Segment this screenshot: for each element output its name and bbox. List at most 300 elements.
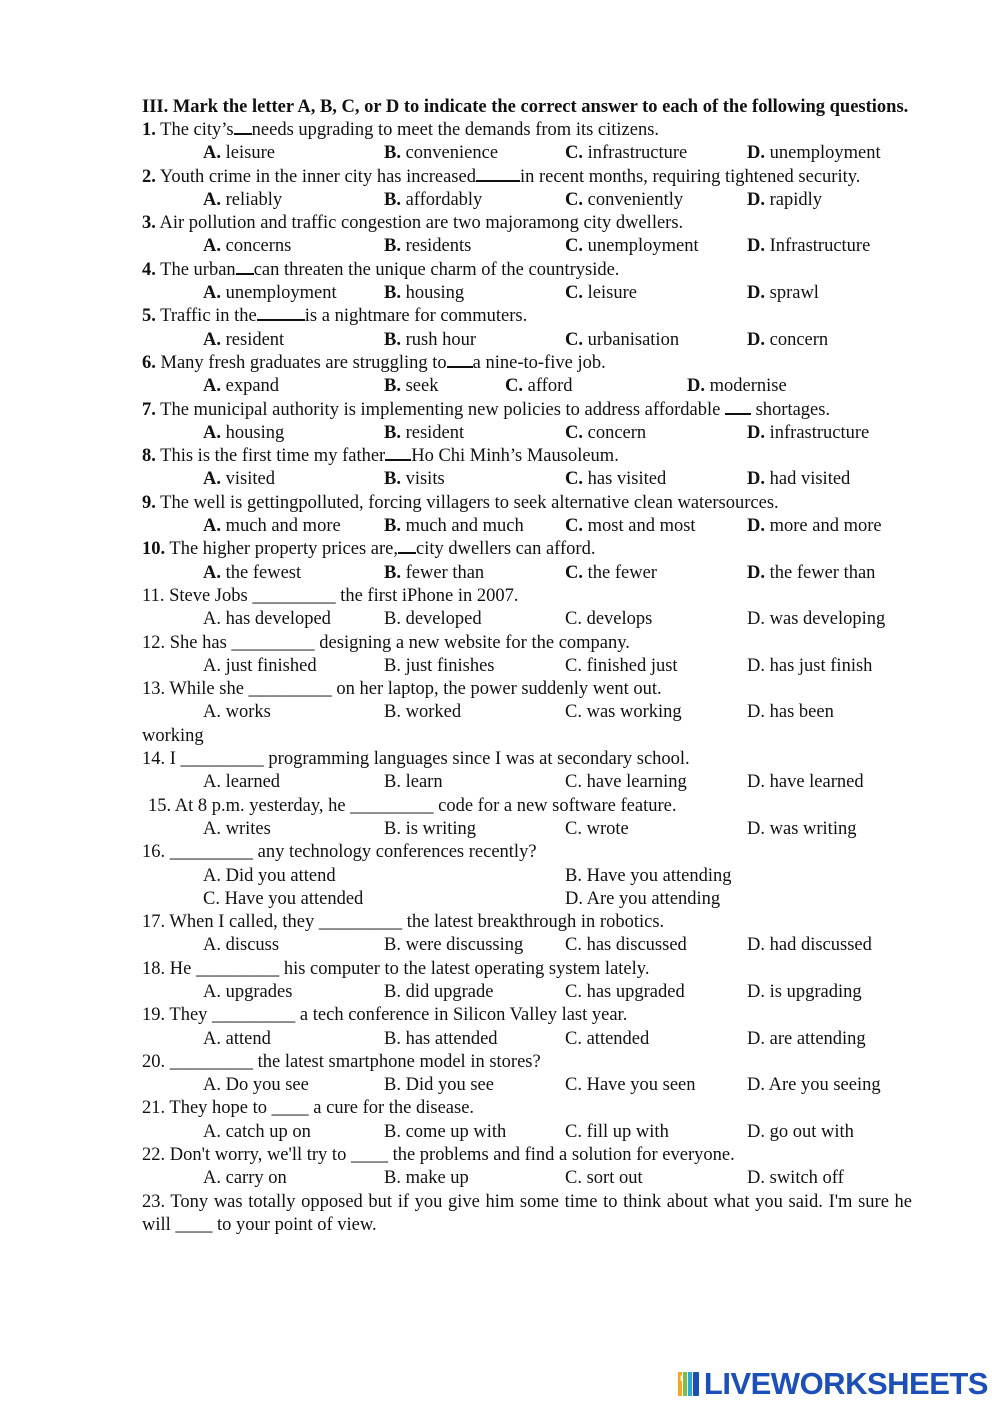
answer-option-b[interactable] bbox=[565, 865, 731, 888]
option-text: Did you attend bbox=[221, 865, 336, 886]
question-number: 12. bbox=[142, 632, 166, 653]
option-text: did upgrade bbox=[400, 981, 494, 1002]
question-text: While she _________ on her laptop, the power suddenly went out. bbox=[165, 679, 662, 700]
option-text: has visited bbox=[583, 469, 667, 490]
question-list bbox=[142, 119, 912, 1237]
answer-option-a[interactable] bbox=[203, 189, 282, 212]
question-number: 15. bbox=[148, 795, 172, 816]
answer-options bbox=[142, 865, 912, 888]
answer-option-b[interactable] bbox=[384, 1167, 469, 1190]
answer-options bbox=[142, 771, 912, 794]
question-text: Many fresh graduates are struggling to bbox=[155, 352, 447, 373]
answer-blank bbox=[236, 259, 254, 275]
answer-option-d[interactable] bbox=[747, 1167, 844, 1190]
option-text: housing bbox=[400, 283, 465, 304]
question-number: 6. bbox=[142, 352, 156, 373]
answer-option-a[interactable] bbox=[203, 981, 292, 1004]
question-number: 11. bbox=[142, 585, 165, 606]
answer-option-b[interactable] bbox=[384, 189, 482, 212]
option-letter: A. bbox=[203, 1168, 221, 1189]
option-text: worked bbox=[400, 702, 462, 723]
answer-options bbox=[142, 934, 912, 957]
answer-options bbox=[142, 375, 912, 398]
option-letter: A. bbox=[203, 376, 221, 397]
option-letter: A. bbox=[203, 865, 221, 886]
option-text: just finishes bbox=[400, 655, 495, 676]
answer-option-b[interactable] bbox=[384, 655, 495, 678]
answer-option-a[interactable] bbox=[203, 1074, 309, 1097]
svg-text:l: l bbox=[679, 1375, 682, 1383]
option-letter: A. bbox=[203, 469, 221, 490]
answer-option-b[interactable] bbox=[384, 771, 443, 794]
option-text: unemployment bbox=[765, 143, 881, 164]
option-text: writes bbox=[221, 818, 271, 839]
answer-blank bbox=[385, 445, 411, 461]
option-letter: A. bbox=[203, 236, 221, 257]
answer-option-a[interactable] bbox=[203, 142, 275, 165]
option-letter: C. bbox=[565, 562, 583, 583]
option-letter: C. bbox=[565, 609, 582, 630]
answer-option-a[interactable] bbox=[203, 422, 284, 445]
answer-options bbox=[142, 1121, 912, 1144]
question-text: At 8 p.m. yesterday, he _________ code for a new software feature. bbox=[171, 795, 677, 816]
answer-option-a[interactable] bbox=[203, 375, 279, 398]
answer-option-c[interactable] bbox=[565, 1121, 669, 1144]
answer-option-a[interactable] bbox=[203, 468, 275, 491]
answer-option-a[interactable] bbox=[203, 1167, 287, 1190]
option-letter: D. bbox=[747, 516, 765, 537]
option-letter: D. bbox=[565, 888, 583, 909]
option-letter: B. bbox=[384, 376, 401, 397]
option-letter: C. bbox=[565, 1168, 582, 1189]
option-letter: D. bbox=[747, 329, 765, 350]
option-letter: B. bbox=[384, 329, 401, 350]
question-text: a nine-to-five job. bbox=[472, 352, 606, 373]
answer-option-b[interactable] bbox=[384, 562, 484, 585]
question-stem bbox=[142, 305, 912, 328]
question-text: The city’s bbox=[155, 120, 234, 140]
option-letter: D. bbox=[747, 702, 765, 723]
option-letter: A. bbox=[203, 818, 221, 839]
question-text: _________ the latest smartphone model in stores? bbox=[165, 1051, 541, 1072]
option-letter: B. bbox=[384, 1028, 401, 1049]
option-text: much and more bbox=[221, 516, 341, 537]
answer-option-c[interactable] bbox=[565, 608, 652, 631]
answer-option-c[interactable] bbox=[203, 888, 363, 911]
option-letter: C. bbox=[565, 981, 582, 1002]
option-letter: A. bbox=[203, 283, 221, 304]
option-text: unemployment bbox=[221, 283, 337, 304]
answer-option-a[interactable] bbox=[203, 1028, 271, 1051]
option-letter: C. bbox=[565, 143, 583, 164]
option-letter: C. bbox=[565, 422, 583, 443]
option-letter: C. bbox=[565, 1028, 582, 1049]
option-letter: B. bbox=[384, 469, 401, 490]
option-text: the fewer bbox=[583, 562, 657, 583]
answer-blank bbox=[398, 538, 416, 554]
answer-option-c[interactable] bbox=[565, 1167, 643, 1190]
answer-option-b[interactable] bbox=[384, 142, 498, 165]
option-letter: D. bbox=[747, 609, 765, 630]
answer-option-b[interactable] bbox=[384, 818, 476, 841]
option-text: Infrastructure bbox=[765, 236, 871, 257]
question-stem bbox=[142, 678, 912, 701]
answer-options bbox=[142, 142, 912, 165]
option-letter: B. bbox=[384, 516, 401, 537]
question-stem bbox=[142, 795, 912, 818]
answer-option-c[interactable] bbox=[565, 515, 696, 538]
option-text: was writing bbox=[765, 818, 857, 839]
option-text: is writing bbox=[400, 818, 476, 839]
answer-option-c[interactable] bbox=[565, 329, 679, 352]
answer-option-b[interactable] bbox=[384, 1121, 506, 1144]
question-stem bbox=[142, 1004, 912, 1027]
answer-option-d[interactable] bbox=[747, 818, 856, 841]
question-stem bbox=[142, 166, 912, 189]
question-text: is a nightmare for commuters. bbox=[304, 306, 528, 327]
answer-option-d[interactable] bbox=[747, 1028, 866, 1051]
option-letter: B. bbox=[384, 283, 401, 304]
question-text: city dwellers can afford. bbox=[416, 539, 596, 560]
answer-option-b[interactable] bbox=[384, 515, 524, 538]
question-text: He _________ his computer to the latest operating system lately. bbox=[165, 958, 650, 979]
option-text: concern bbox=[765, 329, 829, 350]
question-number: 23. bbox=[142, 1191, 166, 1212]
answer-option-c[interactable] bbox=[565, 422, 646, 445]
answer-option-a[interactable] bbox=[203, 608, 331, 631]
answer-option-d[interactable] bbox=[687, 375, 787, 398]
option-text: go out with bbox=[765, 1121, 854, 1142]
answer-option-c[interactable] bbox=[565, 562, 657, 585]
option-text: sprawl bbox=[765, 283, 819, 304]
option-text: sort out bbox=[581, 1168, 643, 1189]
answer-option-b[interactable] bbox=[384, 981, 493, 1004]
option-text: much and much bbox=[400, 516, 524, 537]
option-text: reliably bbox=[221, 189, 283, 210]
question-stem bbox=[142, 958, 912, 981]
option-letter: C. bbox=[565, 702, 582, 723]
answer-option-c[interactable] bbox=[565, 282, 637, 305]
option-text: visited bbox=[221, 469, 275, 490]
answer-blank bbox=[447, 352, 473, 368]
answer-options bbox=[142, 1074, 912, 1097]
option-text: had visited bbox=[765, 469, 851, 490]
answer-option-b[interactable] bbox=[384, 1028, 498, 1051]
answer-option-b[interactable] bbox=[384, 934, 523, 957]
option-text: carry on bbox=[221, 1168, 287, 1189]
answer-option-a[interactable] bbox=[203, 818, 271, 841]
option-text: is upgrading bbox=[765, 981, 862, 1002]
answer-option-c[interactable] bbox=[565, 235, 699, 258]
option-text: has been bbox=[765, 702, 834, 723]
answer-option-c[interactable] bbox=[565, 655, 678, 678]
answer-option-a[interactable] bbox=[203, 865, 336, 888]
answer-option-d[interactable] bbox=[747, 608, 885, 631]
option-text: discuss bbox=[221, 935, 280, 956]
question-text: can threaten the unique charm of the countryside. bbox=[253, 259, 620, 280]
option-letter: A. bbox=[203, 609, 221, 630]
answer-options bbox=[142, 329, 912, 352]
answer-option-c[interactable] bbox=[565, 468, 666, 491]
answer-option-d[interactable] bbox=[747, 235, 870, 258]
option-letter: D. bbox=[747, 422, 765, 443]
answer-option-d[interactable] bbox=[747, 189, 822, 212]
answer-option-d[interactable] bbox=[747, 771, 864, 794]
question-number: 14. bbox=[142, 749, 166, 770]
section-heading: III. Mark the letter A, B, C, or D to indicate the correct answer to each of the following questions. bbox=[142, 97, 909, 117]
option-text: more and more bbox=[765, 516, 882, 537]
option-text: afford bbox=[523, 376, 573, 397]
question-number: 16. bbox=[142, 842, 166, 863]
answer-option-c[interactable] bbox=[565, 1074, 696, 1097]
option-text: Have you seen bbox=[581, 1075, 696, 1096]
option-letter: D. bbox=[687, 376, 705, 397]
answer-option-a[interactable] bbox=[203, 562, 301, 585]
answer-option-a[interactable] bbox=[203, 1121, 311, 1144]
option-letter: B. bbox=[384, 236, 401, 257]
answer-option-c[interactable] bbox=[565, 142, 687, 165]
answer-option-d[interactable] bbox=[747, 515, 882, 538]
question-stem bbox=[142, 445, 912, 468]
answer-blank bbox=[234, 119, 252, 135]
answer-option-b[interactable] bbox=[384, 1074, 494, 1097]
option-text: have learning bbox=[581, 772, 687, 793]
answer-option-d[interactable] bbox=[747, 422, 869, 445]
option-letter: D. bbox=[747, 1028, 765, 1049]
question-text: I _________ programming languages since I was at secondary school. bbox=[165, 749, 690, 770]
answer-option-a[interactable] bbox=[203, 282, 337, 305]
answer-option-b[interactable] bbox=[384, 282, 464, 305]
answer-option-a[interactable] bbox=[203, 771, 280, 794]
option-text: rapidly bbox=[765, 189, 823, 210]
option-letter: B. bbox=[384, 609, 401, 630]
question-stem bbox=[142, 259, 912, 282]
question-number: 18. bbox=[142, 958, 166, 979]
question-number: 17. bbox=[142, 912, 166, 933]
answer-options bbox=[142, 701, 912, 724]
option-text: finished just bbox=[581, 655, 678, 676]
option-text: attend bbox=[221, 1028, 271, 1049]
question-number: 22. bbox=[142, 1145, 166, 1166]
option-letter: C. bbox=[565, 655, 582, 676]
option-letter: C. bbox=[565, 1075, 582, 1096]
question-stem bbox=[142, 492, 912, 515]
answer-option-d[interactable] bbox=[747, 329, 828, 352]
option-text: unemployment bbox=[583, 236, 699, 257]
option-letter: B. bbox=[384, 1075, 401, 1096]
answer-option-c[interactable] bbox=[565, 1028, 649, 1051]
question-text: They _________ a tech conference in Silicon Valley last year. bbox=[165, 1005, 628, 1026]
question-stem bbox=[142, 632, 912, 655]
option-letter: B. bbox=[384, 1121, 401, 1142]
question-stem bbox=[142, 399, 912, 422]
option-text: switch off bbox=[765, 1168, 844, 1189]
question-number: 4. bbox=[142, 259, 156, 280]
answer-option-b[interactable] bbox=[384, 235, 471, 258]
question-text: Traffic in the bbox=[155, 306, 257, 327]
answer-option-b[interactable] bbox=[384, 422, 464, 445]
answer-option-a[interactable] bbox=[203, 934, 279, 957]
option-text: Are you attending bbox=[583, 888, 721, 909]
option-letter: C. bbox=[203, 888, 220, 909]
answer-option-b[interactable] bbox=[384, 329, 476, 352]
option-text: rush hour bbox=[400, 329, 476, 350]
answer-option-a[interactable] bbox=[203, 329, 284, 352]
answer-option-d[interactable] bbox=[747, 701, 834, 724]
option-letter: D. bbox=[747, 236, 765, 257]
question-stem bbox=[142, 119, 912, 142]
option-letter: C. bbox=[565, 329, 583, 350]
question-number: 8. bbox=[142, 446, 156, 467]
option-letter: D. bbox=[747, 655, 765, 676]
option-continuation: working bbox=[142, 725, 204, 746]
answer-option-d[interactable] bbox=[747, 282, 819, 305]
question-stem bbox=[142, 1097, 912, 1120]
answer-option-c[interactable] bbox=[565, 701, 682, 724]
question-stem bbox=[142, 212, 912, 235]
option-letter: C. bbox=[565, 283, 583, 304]
option-text: modernise bbox=[705, 376, 787, 397]
answer-option-d[interactable] bbox=[747, 468, 850, 491]
answer-option-c[interactable] bbox=[565, 771, 687, 794]
answer-blank bbox=[725, 399, 751, 415]
option-text: come up with bbox=[400, 1121, 507, 1142]
option-letter: C. bbox=[565, 1121, 582, 1142]
question-number: 10. bbox=[142, 539, 166, 560]
option-letter: B. bbox=[565, 865, 582, 886]
option-letter: B. bbox=[384, 422, 401, 443]
option-letter: B. bbox=[384, 818, 401, 839]
question-number: 3. bbox=[142, 213, 156, 234]
answer-options bbox=[142, 608, 912, 631]
option-letter: B. bbox=[384, 702, 401, 723]
answer-option-b[interactable] bbox=[384, 468, 445, 491]
answer-option-a[interactable] bbox=[203, 235, 291, 258]
option-letter: A. bbox=[203, 981, 221, 1002]
option-letter: A. bbox=[203, 516, 221, 537]
option-letter: D. bbox=[747, 772, 765, 793]
option-letter: A. bbox=[203, 1121, 221, 1142]
option-text: learn bbox=[400, 772, 443, 793]
answer-options bbox=[142, 235, 912, 258]
answer-option-c[interactable] bbox=[565, 981, 685, 1004]
option-letter: D. bbox=[747, 469, 765, 490]
option-text: leisure bbox=[221, 143, 275, 164]
option-text: concern bbox=[583, 422, 647, 443]
option-text: have learned bbox=[765, 772, 864, 793]
option-text: infrastructure bbox=[765, 422, 870, 443]
option-text: expand bbox=[221, 376, 280, 397]
option-text: was working bbox=[581, 702, 682, 723]
question-stem bbox=[142, 1144, 912, 1167]
option-letter: B. bbox=[384, 143, 401, 164]
answer-option-a[interactable] bbox=[203, 515, 341, 538]
question-stem bbox=[142, 585, 912, 608]
option-text: resident bbox=[221, 329, 285, 350]
answer-option-d[interactable] bbox=[747, 655, 872, 678]
option-text: resident bbox=[400, 422, 465, 443]
liveworksheets-logo[interactable] bbox=[678, 1364, 988, 1404]
option-text: the fewest bbox=[221, 562, 302, 583]
option-text: Have you attending bbox=[581, 865, 732, 886]
option-text: the fewer than bbox=[765, 562, 876, 583]
answer-option-d[interactable] bbox=[747, 934, 872, 957]
option-text: convenience bbox=[400, 143, 499, 164]
answer-option-c[interactable] bbox=[565, 818, 629, 841]
answer-option-b[interactable] bbox=[384, 375, 438, 398]
option-text: affordably bbox=[400, 189, 483, 210]
answer-option-c[interactable] bbox=[565, 189, 683, 212]
option-letter: A. bbox=[203, 1028, 221, 1049]
question-text: The higher property prices are, bbox=[165, 539, 398, 560]
answer-option-d[interactable] bbox=[747, 1121, 854, 1144]
option-letter: A. bbox=[203, 189, 221, 210]
option-letter: C. bbox=[565, 189, 583, 210]
answer-options bbox=[142, 818, 912, 841]
option-text: was developing bbox=[765, 609, 886, 630]
option-letter: C. bbox=[565, 772, 582, 793]
option-letter: B. bbox=[384, 935, 401, 956]
option-letter: A. bbox=[203, 772, 221, 793]
question-number: 7. bbox=[142, 399, 156, 420]
option-letter: B. bbox=[384, 655, 401, 676]
option-letter: A. bbox=[203, 935, 221, 956]
answer-options bbox=[142, 888, 912, 911]
question-number: 19. bbox=[142, 1005, 166, 1026]
option-text: leisure bbox=[583, 283, 637, 304]
option-letter: B. bbox=[384, 562, 401, 583]
option-text: Have you attended bbox=[219, 888, 364, 909]
answer-options bbox=[142, 422, 912, 445]
option-letter: D. bbox=[747, 143, 765, 164]
answer-option-d[interactable] bbox=[565, 888, 720, 911]
answer-options bbox=[142, 562, 912, 585]
question-number: 13. bbox=[142, 679, 166, 700]
option-text: seek bbox=[400, 376, 439, 397]
answer-option-c[interactable] bbox=[505, 375, 572, 398]
option-text: catch up on bbox=[221, 1121, 311, 1142]
option-letter: C. bbox=[565, 818, 582, 839]
option-text: Did you see bbox=[400, 1075, 494, 1096]
question-text: Ho Chi Minh’s Mausoleum. bbox=[411, 446, 619, 467]
answer-option-d[interactable] bbox=[747, 981, 862, 1004]
question-stem bbox=[142, 1051, 912, 1074]
answer-option-d[interactable] bbox=[747, 1074, 881, 1097]
answer-options bbox=[142, 655, 912, 678]
option-letter: C. bbox=[565, 469, 583, 490]
answer-option-a[interactable] bbox=[203, 655, 317, 678]
question-number: 21. bbox=[142, 1098, 166, 1119]
answer-option-b[interactable] bbox=[384, 608, 482, 631]
question-stem bbox=[142, 1191, 912, 1238]
question-text: needs upgrading to meet the demands from its citizens. bbox=[251, 120, 660, 140]
option-text: has just finish bbox=[765, 655, 873, 676]
option-text: works bbox=[221, 702, 271, 723]
answer-option-a[interactable] bbox=[203, 701, 271, 724]
option-text: Are you seeing bbox=[765, 1075, 881, 1096]
option-letter: D. bbox=[747, 935, 765, 956]
question-number: 2. bbox=[142, 166, 156, 187]
option-letter: C. bbox=[505, 376, 523, 397]
option-text: had discussed bbox=[765, 935, 872, 956]
question-text: She has _________ designing a new website for the company. bbox=[165, 632, 630, 653]
answer-option-d[interactable] bbox=[747, 142, 881, 165]
option-text: conveniently bbox=[583, 189, 684, 210]
answer-option-c[interactable] bbox=[565, 934, 687, 957]
answer-option-d[interactable] bbox=[747, 562, 875, 585]
option-letter: B. bbox=[384, 772, 401, 793]
answer-option-b[interactable] bbox=[384, 701, 461, 724]
